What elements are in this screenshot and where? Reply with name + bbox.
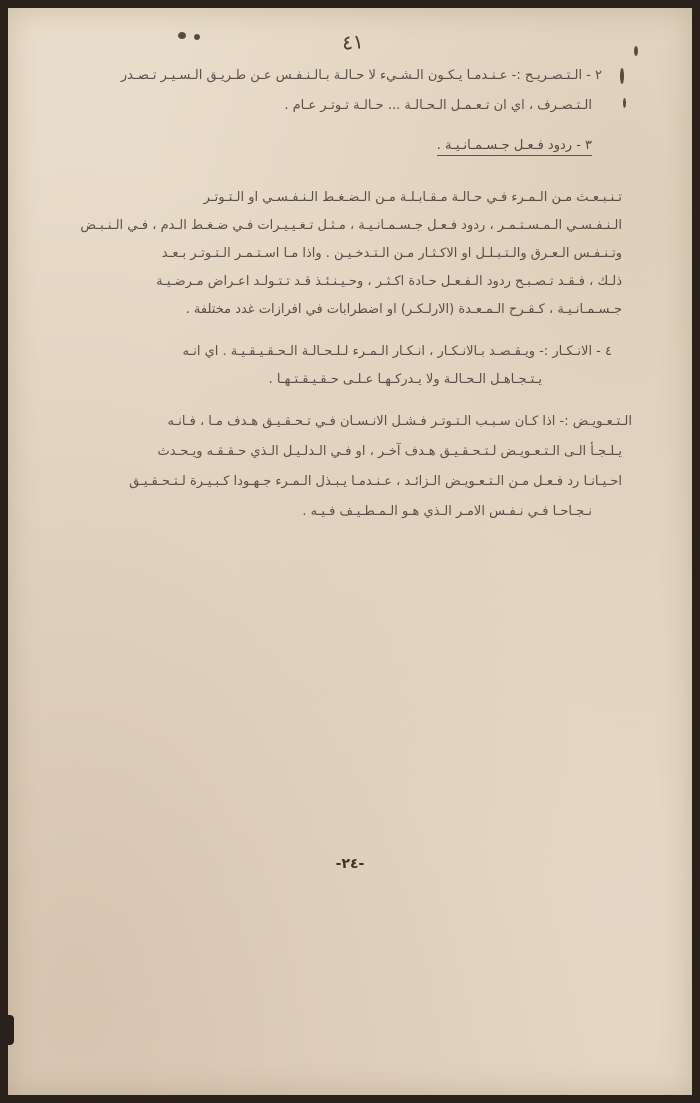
item-4-line-1: ٤ - الانـكـار :- ويـقـصـد بـالانـكـار ، انـكـار الـمـرء لـلـحـالـة الـحـقـيـقـيـة . اي انـه <box>182 344 612 359</box>
item-3-heading <box>437 138 592 153</box>
paragraph-2-line-2: يـلـجـأ الـى الـتـعـويـض لـتـحـقـيـق هـدف آخـر ، او فـي الـدلـيـل الـذي حـقـقـه ويـحـدث <box>157 444 622 459</box>
item-2-line-2: الـتـصـرف ، اي ان تـعـمـل الـحـالـة ... حـالـة تـوتـر عـام . <box>284 98 592 113</box>
item-2-line-1: ٢ - الـتـصـريـح :- عـنـدمـا يـكـون الـشـيء لا حـالـة بـالـنـفـس عـن طـريـق الـسـيـر تـصـدر <box>120 68 602 83</box>
paragraph-1-line-2: الـنـفـسـي الـمـسـتـمـر ، ردود فـعـل جـسـمـانـيـة ، مـثـل تـغـيـيـرات فـي ضـغـط الـدم ، فـي الـنـبـض <box>80 218 622 233</box>
ink-spot <box>634 46 638 56</box>
document-page <box>8 8 692 1095</box>
handwritten-mark: ٤١ <box>341 29 365 55</box>
item-4-line-2: يـتـجـاهـل الـحـالـة ولا يـدركـهـا عـلـى حـقـيـقـتـهـا . <box>268 372 542 387</box>
ink-spot <box>620 68 624 84</box>
paragraph-2-line-1: الـتـعـويـض :- اذا كـان سـبـب الـتـوتـر فـشـل الانـسـان فـي تـحـقـيـق هـدف مـا ، فـانـه <box>167 414 632 429</box>
page-number: -٢٤- <box>335 856 365 872</box>
paragraph-1-line-1: تـنـبـعـث مـن الـمـرء فـي حـالـة مـقـابـلـة مـن الـضـغـط الـنـفـسـي او الـتـوتـر <box>203 190 622 205</box>
paragraph-1-line-4: ذلـك ، فـقـد تـصـبـح ردود الـفـعـل حـادة اكـثـر ، وحـيـنـئـذ قـد تـتـولـد اعـراض مـرضـيـة <box>156 274 622 289</box>
paragraph-1-line-5: جـسـمـانـيـة ، كـقـرح الـمـعـدة (الارلـكـر) او اضطرابات في افرازات غدد مختلفة . <box>185 302 622 317</box>
ink-spot <box>178 32 186 39</box>
ink-spot <box>194 34 200 40</box>
ink-spot <box>623 98 626 108</box>
paragraph-2-line-4: نـجـاحـا فـي نـفـس الامـر الـذي هـو الـمـطـيـف فـيـه . <box>302 504 592 519</box>
paragraph-1-line-3: وتـنـفـس الـعـرق والـتـبـلـل او الاكـثـار مـن الـتـدخـيـن . واذا مـا اسـتـمـر الـتـوتـر بـعـد <box>161 246 622 261</box>
item-3-heading-text: ٣ - ردود فـعـل جـسـمـانـيـة . <box>437 138 592 156</box>
paragraph-2-line-3: احـيـانـا رد فـعـل مـن الـتـعـويـض الـزائـد ، عـنـدمـا يـبـذل الـمـرء جـهـودا كـبـيـرة لـتـحـقـيـق <box>129 474 622 489</box>
paper-edge-tear <box>8 1015 14 1045</box>
